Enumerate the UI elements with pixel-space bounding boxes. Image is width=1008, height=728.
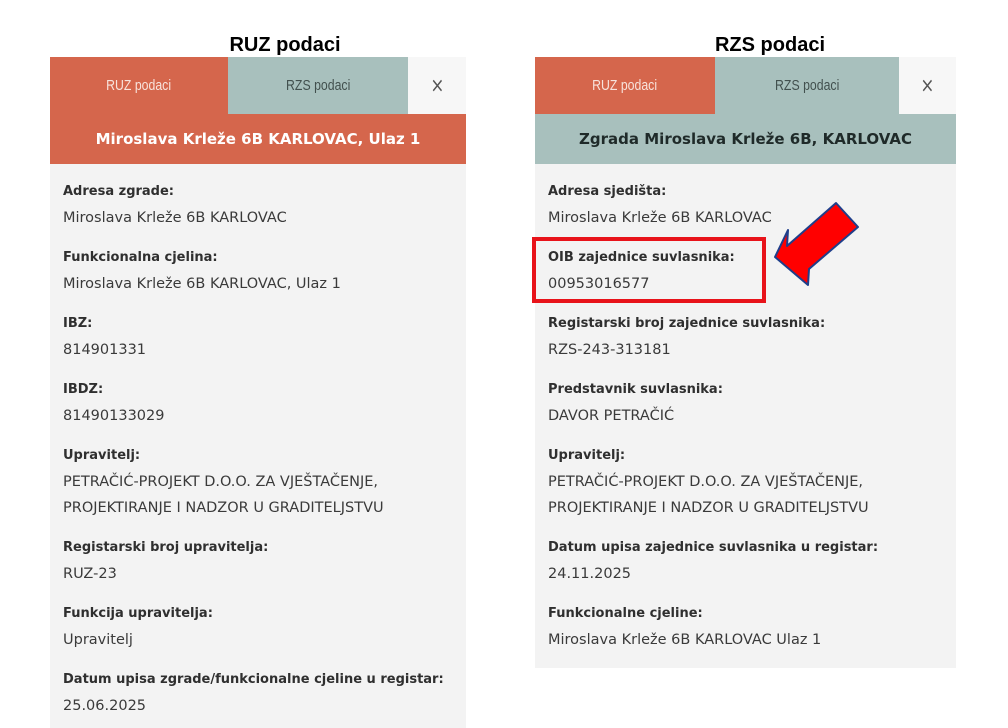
field-ibz <box>63 314 456 363</box>
field-value: Miroslava Krleže 6B KARLOVAC <box>63 210 287 226</box>
field-label: Funkcionalna cjelina: <box>63 250 218 265</box>
field-datum-upisa-zajednice <box>548 538 946 587</box>
field-label: Upravitelj: <box>548 448 626 463</box>
left-panel-caption: RUZ podaci <box>229 34 341 56</box>
panel-title-banner: Zgrada Miroslava Krleže 6B, KARLOVAC <box>535 114 956 164</box>
field-label: Upravitelj: <box>63 448 141 463</box>
field-registarski-broj-zajednice <box>548 314 946 363</box>
close-button[interactable] <box>899 57 956 114</box>
field-label: OIB zajednice suvlasnika: <box>548 250 735 265</box>
field-label: Datum upisa zgrade/funkcionalne cjeline u registar: <box>63 672 444 687</box>
field-value: Miroslava Krleže 6B KARLOVAC <box>548 210 772 226</box>
tab-rzs-podaci[interactable] <box>715 57 899 114</box>
field-value: Miroslava Krleže 6B KARLOVAC Ulaz 1 <box>548 632 822 648</box>
field-adresa-zgrade <box>63 182 456 231</box>
arrow-shape <box>775 203 858 285</box>
field-label: Predstavnik suvlasnika: <box>548 382 723 397</box>
field-label: Registarski broj upravitelja: <box>63 540 269 555</box>
tab-bar <box>50 57 466 114</box>
field-value: Miroslava Krleže 6B KARLOVAC, Ulaz 1 <box>63 276 341 292</box>
tab-label: RZS podaci <box>774 77 840 94</box>
field-value: Upravitelj <box>63 632 133 648</box>
field-label: Registarski broj zajednice suvlasnika: <box>548 316 826 331</box>
tab-bar <box>535 57 956 114</box>
field-value: PETRAČIĆ-PROJEKT D.O.O. ZA VJEŠTAČENJE, <box>63 474 379 490</box>
field-value: DAVOR PETRAČIĆ <box>548 408 675 424</box>
field-label: IBZ: <box>63 316 93 331</box>
field-value: PETRAČIĆ-PROJEKT D.O.O. ZA VJEŠTAČENJE, <box>548 474 864 490</box>
field-funkcija-upravitelja <box>63 604 456 653</box>
tab-rzs-podaci[interactable] <box>228 57 408 114</box>
field-value: PROJEKTIRANJE I NADZOR U GRADITELJSTVU <box>63 500 384 516</box>
tab-ruz-podaci[interactable] <box>50 57 228 114</box>
field-label: Datum upisa zajednice suvlasnika u registar: <box>548 540 879 555</box>
tab-ruz-podaci[interactable] <box>535 57 715 114</box>
ruz-data-panel <box>50 57 466 728</box>
tab-label: RUZ podaci <box>106 77 172 94</box>
close-icon: × <box>920 73 935 97</box>
pointer-arrow-icon <box>770 195 860 290</box>
field-label: Funkcija upravitelja: <box>63 606 213 621</box>
field-label: Adresa sjedišta: <box>548 184 667 199</box>
right-panel-caption: RZS podaci <box>714 34 825 56</box>
field-funkcionalne-cjeline <box>548 604 946 653</box>
field-label: Funkcionalne cjeline: <box>548 606 703 621</box>
field-predstavnik-suvlasnika <box>548 380 946 429</box>
field-label: IBDZ: <box>63 382 104 397</box>
field-datum-upisa-zgrade <box>63 670 456 719</box>
close-button[interactable] <box>408 57 466 114</box>
rzs-data-panel <box>535 57 956 668</box>
field-upravitelj <box>63 446 456 521</box>
field-value: PROJEKTIRANJE I NADZOR U GRADITELJSTVU <box>548 500 869 516</box>
oib-highlight-box <box>532 237 766 303</box>
field-value: 00953016577 <box>548 276 650 292</box>
tab-label: RZS podaci <box>285 77 351 94</box>
field-value: 814901331 <box>63 342 147 358</box>
field-label: Adresa zgrade: <box>63 184 175 199</box>
field-value: 24.11.2025 <box>548 566 632 582</box>
field-ibdz <box>63 380 456 429</box>
field-list <box>63 182 456 719</box>
tab-label: RUZ podaci <box>592 77 658 94</box>
field-value: 81490133029 <box>63 408 165 424</box>
field-adresa-sjedista <box>548 182 946 231</box>
panel-title-banner: Miroslava Krleže 6B KARLOVAC, Ulaz 1 <box>50 114 466 164</box>
field-value: RUZ-23 <box>63 566 117 582</box>
field-value: RZS-243-313181 <box>548 342 671 358</box>
field-registarski-broj-upravitelja <box>63 538 456 587</box>
close-icon: × <box>430 73 444 97</box>
field-funkcionalna-cjelina <box>63 248 456 297</box>
field-upravitelj <box>548 446 946 521</box>
field-value: 25.06.2025 <box>63 698 147 714</box>
